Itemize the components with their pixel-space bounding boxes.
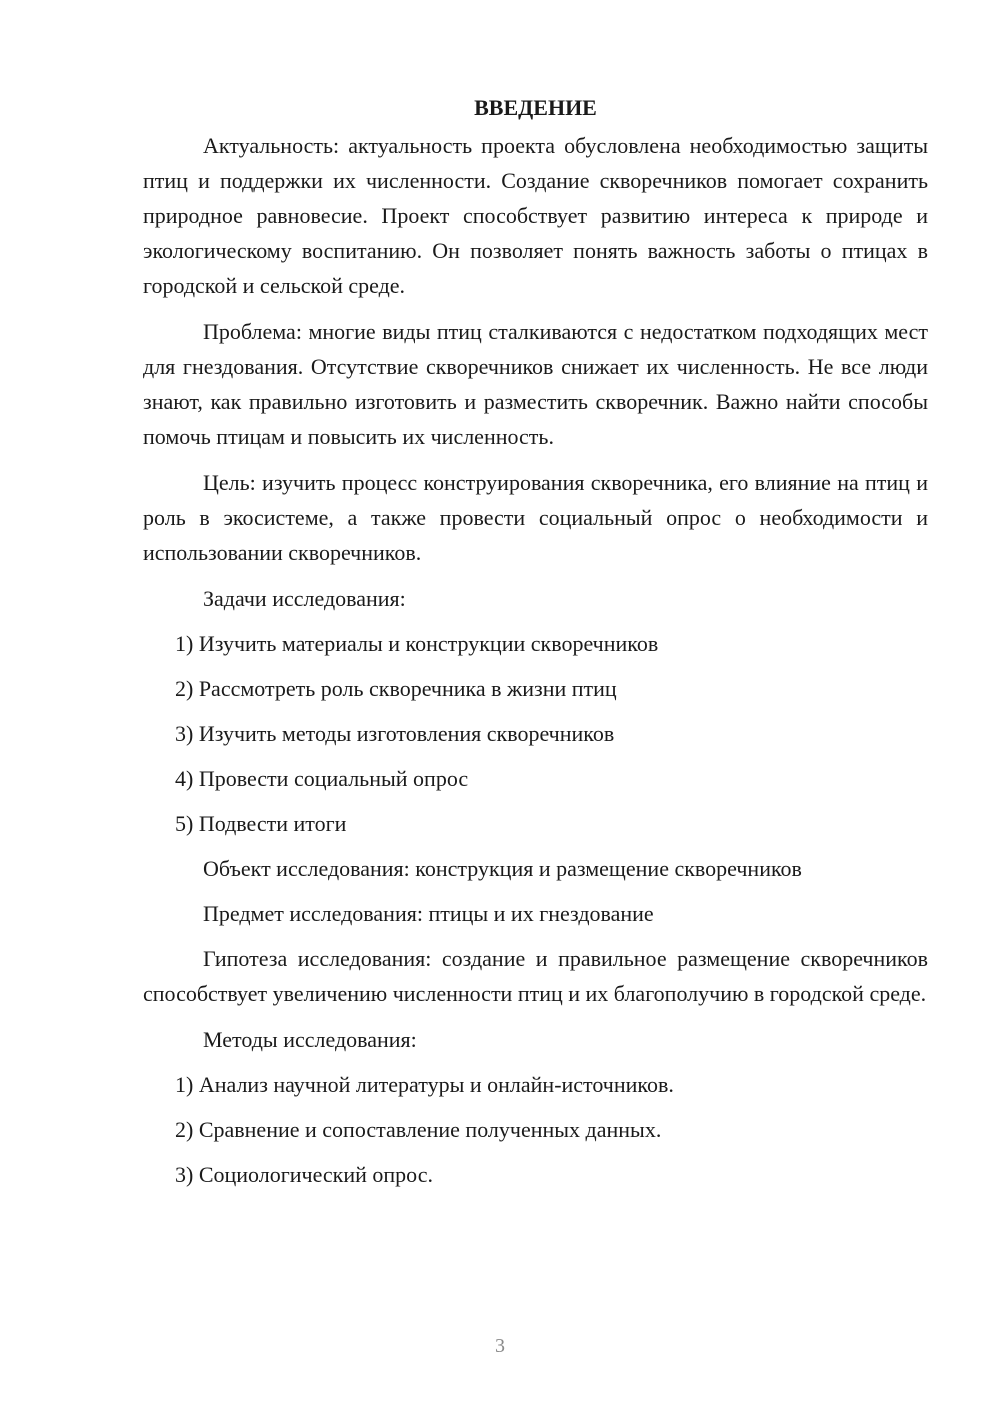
hypothesis-paragraph: Гипотеза исследования: создание и правильное размещение скворечников способствует увеличению численности птиц и их благополучию в городской среде. [143, 946, 928, 1006]
list-item: 3) Изучить методы изготовления скворечников [175, 721, 615, 746]
tasks-heading: Задачи исследования: [203, 586, 406, 611]
page-title: ВВЕДЕНИЕ [474, 95, 597, 120]
goal-paragraph: Цель: изучить процесс конструирования скворечника, его влияние на птиц и роль в экосистеме, а также провести социальный опрос о необходимости и использовании скворечников. [143, 470, 928, 565]
problem-paragraph: Проблема: многие виды птиц сталкиваются с недостатком подходящих мест для гнездования. Отсутствие скворечников снижает их численность. Не все люди знают, как правильно изготовить и разместить скворечник. Важно найти способы помочь птицам и повысить их численность. [143, 319, 928, 449]
methods-list [143, 1067, 928, 1192]
list-item: 3) Социологический опрос. [175, 1162, 433, 1187]
list-item: 1) Изучить материалы и конструкции скворечников [175, 631, 659, 656]
list-item: 1) Анализ научной литературы и онлайн-источников. [175, 1072, 674, 1097]
tasks-list [143, 626, 928, 841]
list-item: 4) Провести социальный опрос [175, 766, 469, 791]
list-item: 5) Подвести итоги [175, 811, 347, 836]
research-subject: Предмет исследования: птицы и их гнездование [203, 901, 654, 926]
research-object: Объект исследования: конструкция и размещение скворечников [203, 856, 802, 881]
list-item: 2) Сравнение и сопоставление полученных данных. [175, 1117, 662, 1142]
document-page [143, 90, 928, 1202]
relevance-paragraph: Актуальность: актуальность проекта обусловлена необходимостью защиты птиц и поддержки их численности. Создание скворечников помогает сохранить природное равновесие. Проект способствует развитию интереса к природе и экологическому воспитанию. Он позволяет понять важность заботы о птицах в городской и сельской среде. [143, 133, 928, 298]
page-number: 3 [495, 1335, 505, 1357]
methods-heading: Методы исследования: [203, 1027, 417, 1052]
list-item: 2) Рассмотреть роль скворечника в жизни птиц [175, 676, 617, 701]
